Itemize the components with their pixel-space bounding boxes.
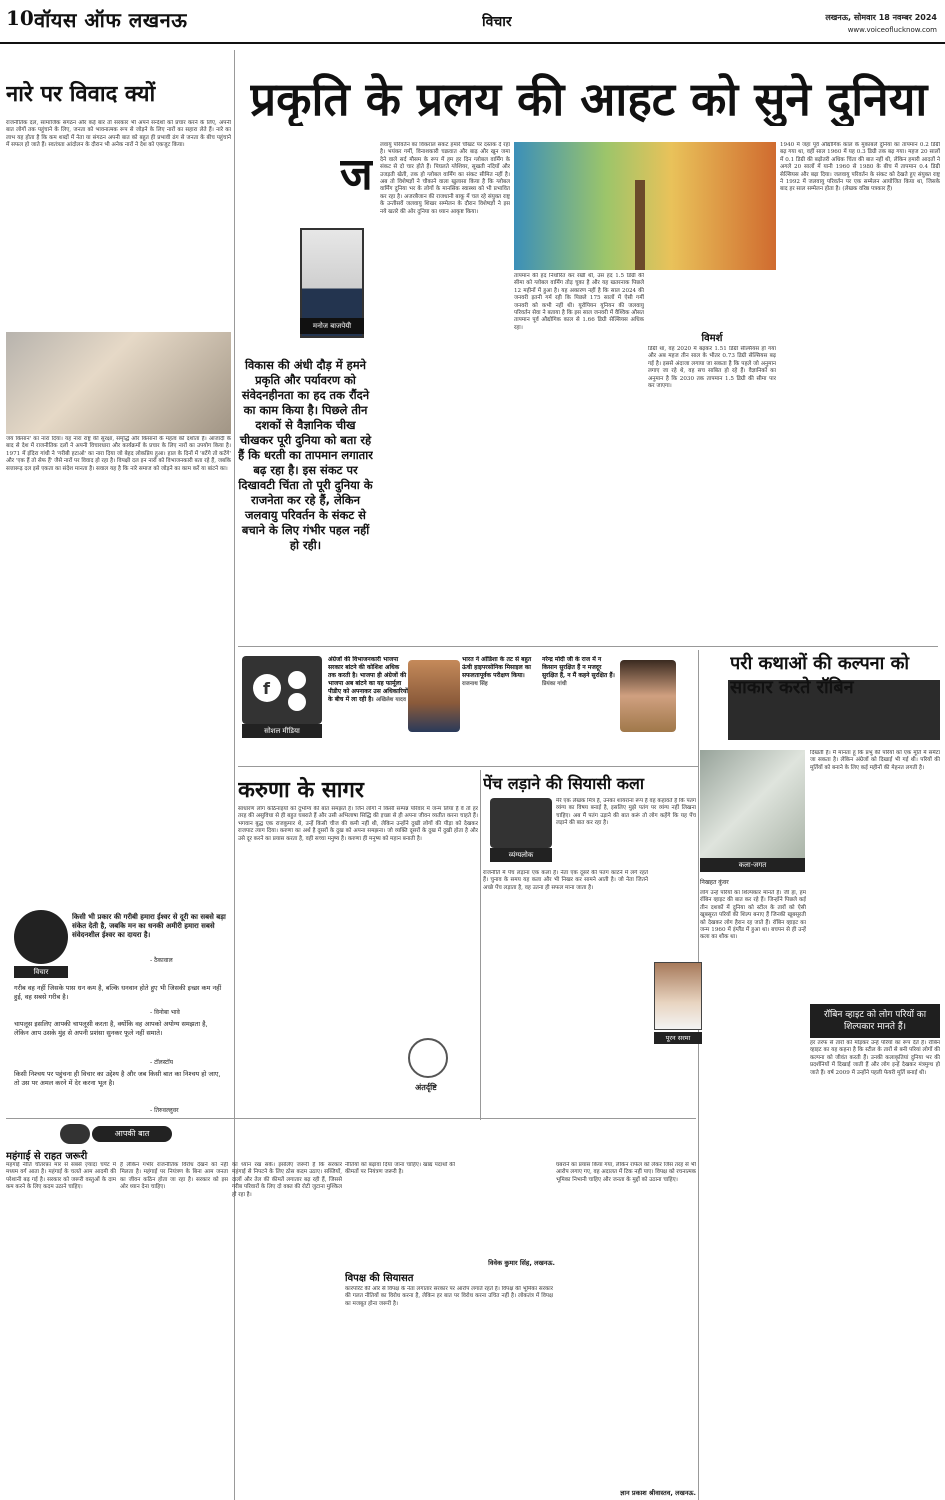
byline: निखहत कुंवर: [700, 879, 729, 886]
quote-attribution: - विनोबा भावे: [150, 1009, 180, 1016]
quote-text: किसी भी प्रकार की गरीबी हमारा ईश्वर से दूरी का सबसे बड़ा संकेत देती है, जबकि मन का धनकी अमीरी हमारा सबसे संवेदनशील ईश्वर का दायरा है।: [72, 912, 226, 939]
social-quote: [542, 656, 617, 732]
news-photo: [6, 332, 231, 434]
quote-text: किसी निश्चय पर पहुंचना ही विचार का उद्देश्य है और जब किसी बात का निश्चय हो जाए, तो उस पर अमल करने में देर करना भूल है।: [14, 1070, 221, 1087]
main-article-col-1: लवायु परिवर्तन का विकराल संकट हमारे चौखट पर दस्तक दे रहा है। भयंकर गर्मी, विनाशकारी चक्रवात और बाढ़ और खून जमा देने वाले सर्द मौसम के रूप में हम हर दिन ग्लोबल वार्मिंग के संकट से दो चार होते हैं। पिघलते ग्लेशियर, सूखती नदियों और उजड़ती खेती, तक हो ग्लोबल वार्मिंग का संकट सीमित नहीं है। अब तो विशेषज्ञों ने चौकाने वाला खुलासा किया है कि ग्लोबल वार्मिंग दुनिया भर के लोगों के मानसिक स्वास्थ्य को भी प्रभावित कर रहा है। अजरबैजान की राजधानी बाकू में चल रहे संयुक्त राष्ट्र के उन्तीसवें जलवायु शिखर सम्मेलन के दौरान विशेषज्ञों ने इस नये खतरे की ओर दुनिया का ध्यान आकृष्ट किया।: [380, 142, 510, 215]
left-article-text: राजनीतिक दल, सामाजिक संगठन और कई बार तो सरकार भी अपने सन्देशों को प्रचार करने के लिए, अपनी बात लोगों तक पहुंचाने के लिए, जनता को भावनात्मक रूप से जोड़ने के लिए नारों का सहारा लेते हैं। नारे का लाभ यह होता है कि कम शब्दों में नेता या संगठन अपनी बात को बहुत ही प्रभावी ढंग से जनता के बीच पहुंचाने में सफल हो जाते हैं। स्वतंत्रता आंदोलन के दौरान भी अनेक नारों ने देश को एकजुट किया।: [6, 120, 231, 149]
social-icons: [242, 656, 322, 724]
hamsa-icon: [408, 1038, 448, 1078]
pari-callout: रॉबिन व्हाइट को लोग परियों का शिल्पकार मानते हैं।: [810, 1004, 940, 1038]
quote-text: नरेन्द्र मोदी जी के राज में न किसान सुरक्षित हैं न मजदूर सुरक्षित हैं, न मैं कहने सुरक्षित हैं।: [542, 656, 615, 679]
letter-headline: विपक्ष की सियासत: [345, 1273, 414, 1284]
portrait-photo: [408, 660, 460, 732]
portrait-photo: [620, 660, 676, 732]
dateline: लखनऊ, सोमवार 18 नवम्बर 2024: [825, 13, 937, 22]
social-quote: [328, 656, 408, 732]
satire-icon: [490, 798, 552, 848]
section-rule: [238, 646, 938, 647]
social-quote: [462, 656, 538, 732]
tree-trunk-graphic: [635, 180, 645, 270]
quote-attribution: - ठैकावाल: [150, 957, 173, 964]
letter-text: नीतियों को बढ़ावा दिया जाना चाहिए। खाद्य पदार्थों की कीमतों पर नियंत्रण जरूरी है।: [345, 1162, 455, 1176]
section-name: विचार: [482, 14, 512, 30]
main-article-col-4: 1940 में जहां पूर्व औद्योगिक काल के मुकाबले दुनिया का तापमान 0.2 डिग्री बढ़ गया था, वहीं साल 1960 में यह 0.3 डिग्री तक बढ़ गया। महज 20 सालों में 0.1 डिग्री की बढ़ोतरी अधिक चिंता की बात नहीं थी, लेकिन हमारी आदतों ने अगले 20 सालों में यानी 1960 से 1980 के बीच में तापमान 0.4 डिग्री सेल्सियस और बढ़ा दिया। जलवायु परिवर्तन के संकट को देखते हुए संयुक्त राष्ट्र ने 1992 में जलवायु परिवर्तन पर एक सम्मेलन आयोजित किया था, जिसके बाद हर साल सम्मेलन होता है। (लेखक वरिष्ठ पत्रकार हैं): [780, 142, 940, 193]
quote-text: भारत ने ओडिशा के तट से बहुत ऊंची हाइपरसोनिक मिसाइल का सफलतापूर्वक परीक्षण किया।: [462, 656, 532, 679]
page-number: 10: [6, 6, 34, 30]
column-rule: [698, 650, 699, 1500]
section-label: विमर्श: [701, 333, 723, 344]
pari-article-col-3: हर तरफ से तारों को मोड़कर उन्हें परियों का रूप देते हैं। रॉबिन व्हाइट का यह कहना है कि स्टील के तारों से बनी परियां लोगों की कल्पना को जीवंत करती हैं। उनकी कलाकृतियां दुनिया भर की प्रदर्शनियों में दिखाई जाती हैं और लोग इन्हें देखकर मंत्रमुग्ध हो जाते हैं। वर्ष 2009 में उन्होंने पहली फेयरी मूर्ति बनाई थी।: [810, 1040, 940, 1076]
thinking-head-icon: [14, 910, 68, 964]
karuna-headline: करुणा के सागर: [238, 777, 364, 803]
fairy-sculpture-image: [700, 750, 805, 858]
panch-article-col-1: मेरे एक लेखक मित्र हैं, उनका शायराना रूप है वह कहावतें हैं कि पतंग व्यंग्य का विषय बनाई है, इसलिए मुझे पतंग पर व्यंग्य नहीं लिखना चाहिए। अब मैं पतंग उड़ाने की बात करूं तो लोग कहेंगे कि यह पेंच लड़ाने की बात कर रहा है।: [556, 798, 696, 827]
speech-bubble-icon: [60, 1124, 90, 1144]
author-name: मनोज बाजपेयी: [300, 318, 364, 334]
section-rule: [238, 766, 698, 767]
pull-quote: विकास की अंधी दौड़ में हमने प्रकृति और पर्यावरण को संवेदनहीनता का हद तक रौंदने का काम किया है। पिछले तीन दशकों से वैज्ञानिक चीख चीखकर पूरी दुनिया को बता रहे हैं कि धरती का तापमान लगातार बढ़ रहा है। इस संकट पर दिखावटी चिंता तो पूरी दुनिया के राजनेता कर रहे हैं, लेकिन जलवायु परिवर्तन के संकट से बचाने के लिए गंभीर पहल नहीं हो रही।: [238, 358, 373, 552]
letter-text: कारपोरेट की ओर से विपक्ष के नेता लगातार सरकार पर आरोप लगाते रहते हैं। विपक्ष की भूमिका सरकार की गलत नीतियों का विरोध करना है, लेकिन हर बात पर विरोध करना उचित नहीं है। लोकतंत्र में विपक्ष का मजबूत होना जरूरी है।: [345, 1286, 553, 1307]
section-label: आपकी बात: [92, 1126, 172, 1142]
letter-text: हैं लेकिन गंभीर राजनीतिक विरोध देखने को नहीं मिलता है। महंगाई पर नियंत्रण के बिना आम जनता का जीवन कठिन होता जा रहा है। सरकार को इस ओर ध्यान देना चाहिए।: [120, 1162, 228, 1191]
climate-image: [514, 142, 776, 270]
quote-attribution: प्रियंका गांधी: [542, 681, 567, 687]
quote-attribution: - तिरुवल्लुवर: [150, 1107, 179, 1114]
main-article-col-2: तापमान की हद निर्धारित कर रखी थी, उस हद 1.5 डिग्री की सीमा को ग्लोबल वार्मिंग तोड़ चुका है और यह खतरनाक पिछले 12 महीनों में हुआ है। यह अकारण नहीं है कि साल 2024 की जनवरी इतनी गर्म रही कि पिछले 175 सालों में ऐसी गर्मी जनवरी को कभी नहीं थी। यूरोपियन यूनियन की जलवायु परिवर्तन सेवा ने बताया है कि इस साल जनवरी में वैश्विक औसत तापमान पूर्व औद्योगिक काल से 1.66 डिग्री सेल्सियस अधिक रहा।: [514, 273, 644, 331]
quote-attribution: - टॉलस्टॉय: [150, 1059, 174, 1066]
facebook-twitter-icon: [242, 656, 322, 724]
author-photo: [654, 962, 702, 1030]
author-name: पूरन सरमा: [654, 1032, 702, 1044]
left-article-text: जय किसान' का नारा दिया। यह नारा राष्ट्र की सुरक्षा, समृद्धि और किसानों के महत्व को दर्शाता है। आजादी के बाद से देश में राजनीतिक दलों ने अपनी विचारधारा और कार्यक्रमों के प्रचार के लिए नारों का उपयोग किया है। 1971 में इंदिरा गांधी ने 'गरीबी हटाओ' का नारा दिया जो बेहद लोकप्रिय हुआ। हाल के दिनों में 'बटेंगे तो कटेंगे' और 'एक हैं तो सेफ हैं' जैसे नारों पर विवाद हो रहा है। विपक्षी दल इन नारों को विभाजनकारी बता रहे हैं, जबकि सत्तारूढ़ दल इसे एकता का संदेश मानता है। सवाल यह है कि नारे समाज को जोड़ने का काम करें या बांटने का।: [6, 436, 231, 472]
main-article-col-3: डिग्री था, वह 2020 में बढ़कर 1.51 डिग्री सेल्सियस हो गया और अब महज तीन साल के भीतर 0.73 डिग्री सेल्सियस बढ़ गई है। इससे अंदाजा लगाया जा सकता है कि पहले जो अनुमान लगाए जा रहे थे, वह सच साबित हो रहे हैं। वैज्ञानिकों का अनुमान है कि 2030 तक तापमान 1.5 डिग्री की सीमा पार कर जाएगा।: [648, 346, 776, 390]
section-label: विचार: [14, 966, 68, 978]
letter-author: विवेक कुमार सिंह, लखनऊ.: [488, 1259, 555, 1267]
quote-attribution: अखिलेश यादव: [375, 697, 406, 703]
karuna-text: साधारण लोग कठिनाइयों को दुर्भाग्य की बात समझते हैं। जिन लोगों ने किसी सम्पन्न परिवार में जन्म लिया है वे तो हर तरह की असुविधा से ही बहुत घबराते हैं और उसी अभिलाषा सिद्धि की इच्छा से ही अपना जीवन व्यतीत करना चाहते हैं। भगवान बुद्ध एक राजकुमार थे, उन्हें किसी चीज की कमी नहीं थी, लेकिन उन्होंने दुखी लोगों की पीड़ा को देखकर राजपाट त्याग दिया। करुणा का अर्थ है दूसरों के दुख को अपना समझना। जो व्यक्ति दूसरों के दुख में दुखी होता है और उसे दूर करने का प्रयास करता है, वही सच्चा मनुष्य है। करुणा ही मनुष्य को महान बनाती है।: [238, 806, 478, 842]
main-headline: प्रकृति के प्रलय की आहट को सुने दुनिया: [250, 72, 928, 126]
paper-name: वॉयस ऑफ लखनऊ: [34, 8, 188, 32]
quote-text: गरीब वह नहीं जिसके पास धन कम है, बल्कि धनवान होते हुए भी जिसकी इच्छा कम नहीं हुई, वह सबसे गरीब है।: [14, 984, 222, 1001]
letter-text: महंगाई नीति चौतरफ़ा मार से सबसे ज़्यादा चपेट में मध्यम वर्ग आता है। महंगाई के चलते आम आदमी की परेशानी बढ़ गई है। सरकार को जरूरी वस्तुओं के दाम कम करने के लिए कदम उठाने चाहिए।: [6, 1162, 116, 1191]
quote-text: अंग्रेजों की विभाजनकारी भाजपा सरकार बांटने की कोशिश अधिक तक करती है। भाजपा ही अंग्रेजों की भाजपा अब बांटने का यह फार्मूला पीडीए को अपनाकर उस अधिकारियों के बीच में ला रही है।: [328, 656, 408, 703]
section-label: व्यंग्यलोक: [490, 848, 552, 862]
social-label: सोशल मीडिया: [242, 724, 322, 738]
website: www.voiceoflucknow.com: [847, 26, 937, 34]
quote-text: चापलूस इसलिए आपकी चापलूसी करता है, क्योंकि वह आपको अयोग्य समझता है, लेकिन आप उसके मुंह से अपनी प्रशंसा सुनकर फूले नहीं समाते।: [14, 1020, 208, 1037]
section-label: अंतर्दृष्टि: [415, 1083, 437, 1092]
letter-headline: महंगाई से राहत जरूरी: [6, 1151, 88, 1162]
drop-cap: ज: [340, 149, 373, 200]
column-rule: [480, 770, 481, 1120]
panch-headline: पेंच लड़ाने की सियासी कला: [483, 774, 645, 793]
pari-headline: परी कथाओं की कल्पना को साकार करते रॉबिन: [730, 653, 910, 698]
letter-text: का ध्यान रख सके। इसलिए जरूरी है कि सरकार महंगाई से निपटने के लिए ठोस कदम उठाए। सब्जियों, दालों और तेल की कीमतें लगातार बढ़ रही हैं, जिससे गरीब परिवारों के लिए दो वक्त की रोटी जुटाना मुश्किल हो रहा है।: [232, 1162, 342, 1198]
letter-author: ज्ञान प्रकाश श्रीवास्तव, लखनऊ.: [620, 1489, 696, 1497]
letter-text: घबराने का प्रयास किया गया, लेकिन राफेल को लेकर जिस तरह से भी आरोप लगाए गए, वह अदालत में टिक नहीं पाए। विपक्ष को रचनात्मक भूमिका निभानी चाहिए और जनता के मुद्दों को उठाना चाहिए।: [556, 1162, 696, 1183]
panch-article-text: राजनीति में पेंच लड़ाना एक कला है। नेता एक दूसरे की पतंग काटने में लगे रहते हैं। चुनाव के समय यह कला और भी निखर कर सामने आती है। जो नेता जितने अच्छे पेंच लड़ाता है, वह उतना ही सफल माना जाता है।: [483, 870, 648, 891]
left-headline: नारे पर विवाद क्यों: [6, 81, 156, 107]
pari-article-col-1: लोग उन्हें परियों का शिल्पकार मानते हैं। जी हां, हम रॉबिन व्हाइट की बात कर रहे हैं। जिन्होंने पिछले कई तीन दशकों में दुनिया को स्टील के तारों को ऐसी खूबसूरत परियों की शिल्प बनाए हैं जिनकी खूबसूरती को देखकर लोग हैरान रह जाते हैं। रॉबिन व्हाइट का जन्म 1960 में इंग्लैंड में हुआ था। बचपन से ही उन्हें कला का शौक था।: [700, 890, 806, 941]
pari-article-col-2: दिखती है। मैं मानता हूं कि प्रभु की परियों को एक मूर्ति में समेटा जा सकता है। लेकिन अंग्रेजों को दिखाई भी गई थी। परियों की मूर्तियों को बनाने के लिए कई महीनों की मेहनत लगती है।: [810, 750, 940, 771]
section-label: कला-जगत: [700, 858, 805, 872]
quote-attribution: राजनाथ सिंह: [462, 681, 488, 687]
svg-text:f: f: [263, 679, 270, 698]
